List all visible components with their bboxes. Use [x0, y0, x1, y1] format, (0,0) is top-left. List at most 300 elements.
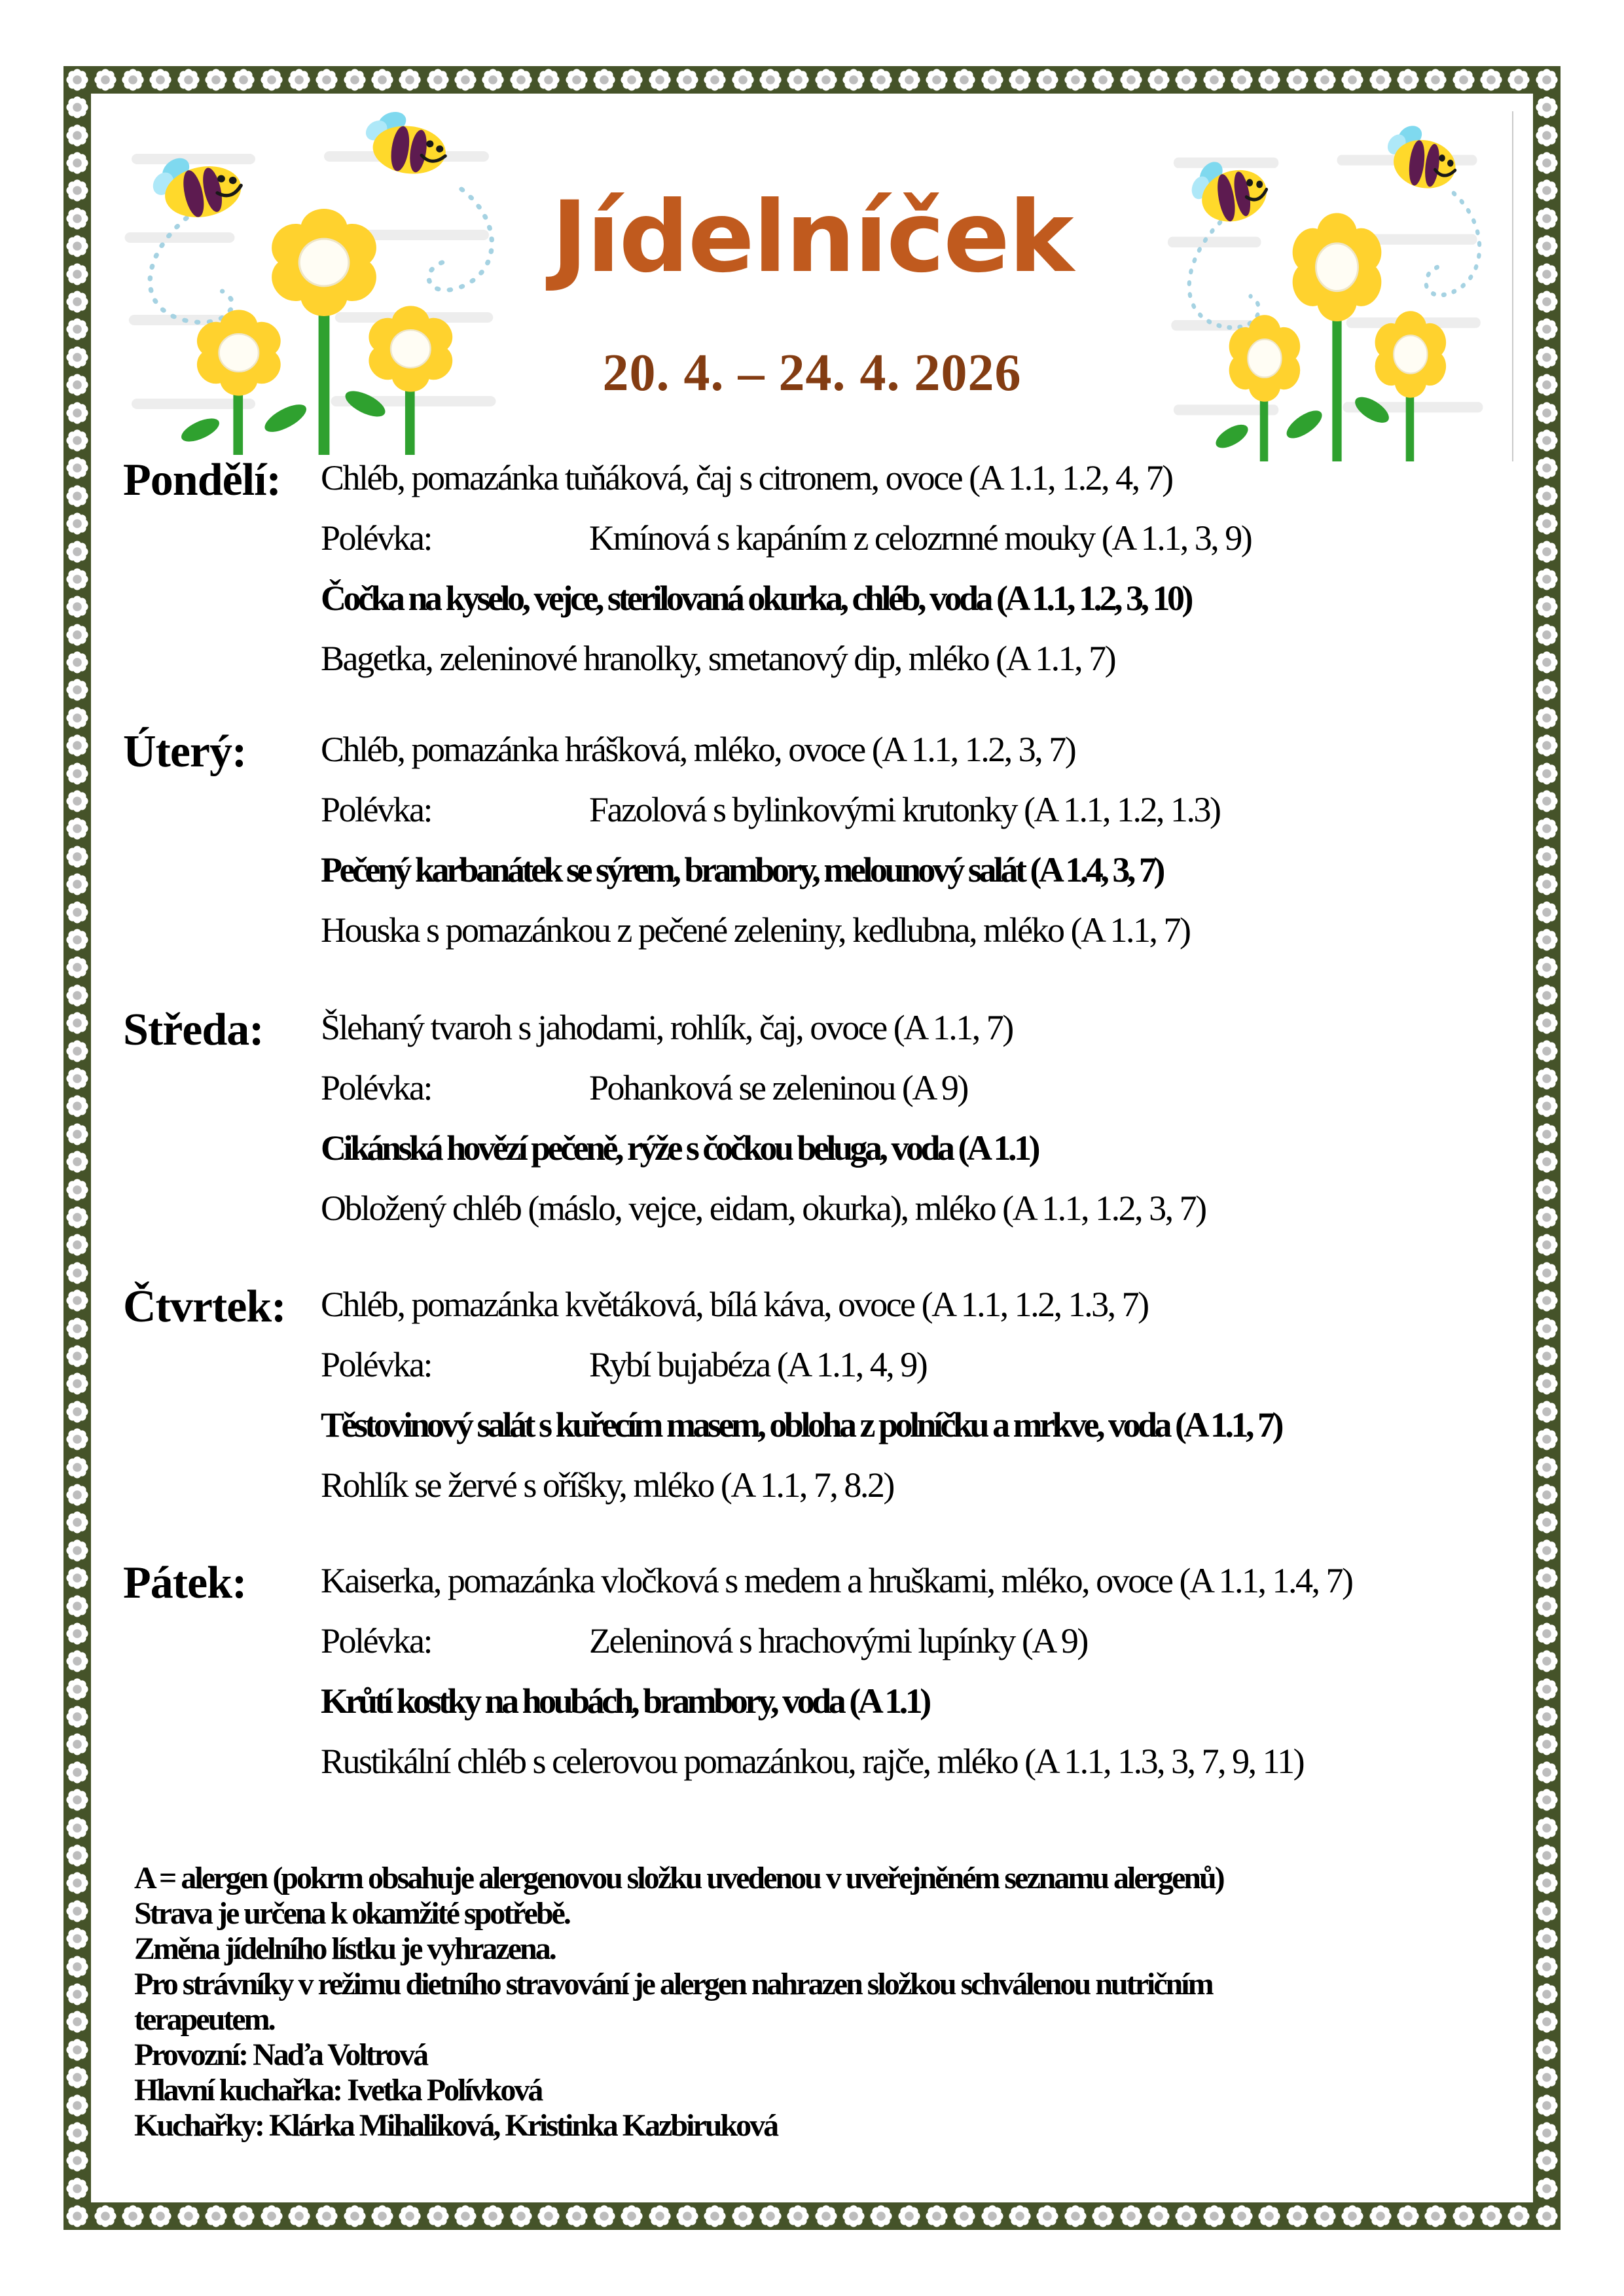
- border-flower-icon: [1536, 734, 1558, 757]
- border-flower-icon: [1536, 1095, 1558, 1117]
- day-block-monday: [321, 448, 1538, 689]
- border-flower-icon: [787, 2205, 809, 2227]
- border-flower-icon: [66, 1678, 88, 1700]
- soup-row: [321, 1611, 1538, 1671]
- border-flower-icon: [66, 762, 88, 785]
- border-flower-icon: [1536, 457, 1558, 479]
- border-flower-icon: [66, 1567, 88, 1589]
- border-flower-icon: [205, 69, 227, 91]
- lunch-row: Pečený karbanátek se sýrem, brambory, melounový salát (A 1.4, 3, 7): [321, 850, 1163, 889]
- border-flower-icon: [66, 596, 88, 618]
- border-flower-icon: [66, 1623, 88, 1645]
- border-flower-icon: [66, 96, 88, 118]
- border-flower-icon: [66, 2205, 88, 2227]
- soup-name: Zeleninová s hrachovými lupínky (A 9): [589, 1621, 1087, 1660]
- border-flower-icon: [1536, 624, 1558, 646]
- border-flower-icon: [1536, 901, 1558, 924]
- border-flower-icon: [66, 568, 88, 590]
- border-flower-icon: [1397, 69, 1419, 91]
- border-flower-icon: [1147, 69, 1170, 91]
- border-flower-icon: [1231, 69, 1253, 91]
- border-flower-icon: [1536, 1262, 1558, 1284]
- border-flower-icon: [66, 2066, 88, 2089]
- border-flower-icon: [66, 1706, 88, 1728]
- border-flower-icon: [1314, 2205, 1336, 2227]
- soup-name: Rybí bujabéza (A 1.1, 4, 9): [589, 1345, 927, 1384]
- border-flower-icon: [621, 2205, 643, 2227]
- border-flower-icon: [288, 69, 310, 91]
- border-flower-icon: [1536, 984, 1558, 1007]
- soup-label: Polévka:: [321, 1068, 431, 1107]
- border-flower-icon: [66, 1234, 88, 1256]
- border-flower-icon: [66, 679, 88, 701]
- border-flower-icon: [953, 69, 975, 91]
- border-flower-icon: [981, 2205, 1003, 2227]
- border-flower-icon: [704, 69, 726, 91]
- border-flower-icon: [261, 69, 283, 91]
- border-flower-icon: [1536, 1872, 1558, 1894]
- border-flower-icon: [1536, 1428, 1558, 1450]
- border-flower-icon: [66, 1761, 88, 1784]
- soup-name: Pohanková se zeleninou (A 9): [589, 1068, 967, 1107]
- border-flower-icon: [870, 2205, 892, 2227]
- border-flower-icon: [427, 69, 449, 91]
- border-flower-icon: [1536, 1900, 1558, 1922]
- soup-row: [321, 1335, 1538, 1395]
- operations-manager: Provozní: Naďa Voltrová: [134, 2037, 427, 2072]
- border-flower-icon: [66, 1539, 88, 1562]
- border-flower-icon: [66, 291, 88, 313]
- border-flower-icon: [566, 2205, 588, 2227]
- border-flower-icon: [649, 69, 671, 91]
- border-flower-icon: [66, 1345, 88, 1367]
- border-flower-icon: [1536, 1983, 1558, 2005]
- border-flower-icon: [371, 69, 393, 91]
- snack-row: Rohlík se žervé s oříšky, mléko (A 1.1, 7, 8.2): [321, 1465, 893, 1505]
- border-flower-icon: [66, 2178, 88, 2200]
- border-flower-icon: [815, 69, 837, 91]
- cooks: Kuchařky: Klárka Mihaliková, Kristinka Kazbiruková: [134, 2108, 778, 2143]
- border-flower-icon: [399, 69, 421, 91]
- day-label-tuesday: Úterý:: [123, 726, 247, 777]
- border-flower-icon: [66, 707, 88, 729]
- border-flower-icon: [870, 69, 892, 91]
- border-flower-icon: [66, 429, 88, 452]
- border-flower-icon: [1536, 1484, 1558, 1506]
- border-flower-icon: [66, 485, 88, 507]
- border-flower-icon: [94, 69, 117, 91]
- border-flower-icon: [66, 1650, 88, 1672]
- border-flower-icon: [66, 1179, 88, 1201]
- border-flower-icon: [1036, 69, 1058, 91]
- snack-row: Bagetka, zeleninové hranolky, smetanový dip, mléko (A 1.1, 7): [321, 639, 1115, 678]
- border-flower-icon: [537, 2205, 560, 2227]
- border-flower-icon: [1036, 2205, 1058, 2227]
- border-flower-icon: [177, 69, 200, 91]
- border-flower-icon: [1480, 2205, 1502, 2227]
- border-flower-icon: [66, 734, 88, 757]
- border-flower-icon: [66, 152, 88, 174]
- border-flower-icon: [593, 69, 615, 91]
- border-flower-icon: [66, 1817, 88, 1839]
- border-flower-icon: [898, 69, 920, 91]
- border-flower-icon: [1341, 2205, 1363, 2227]
- border-flower-icon: [593, 2205, 615, 2227]
- border-flower-icon: [1369, 2205, 1392, 2227]
- border-flower-icon: [1536, 318, 1558, 340]
- breakfast-row: Šlehaný tvaroh s jahodami, rohlík, čaj, ovoce (A 1.1, 7): [321, 1008, 1013, 1047]
- border-flower-icon: [66, 901, 88, 924]
- border-flower-icon: [1507, 69, 1530, 91]
- border-flower-icon: [1120, 69, 1142, 91]
- border-flower-icon: [427, 2205, 449, 2227]
- breakfast-row: Kaiserka, pomazánka vločková s medem a hruškami, mléko, ovoce (A 1.1, 1.4, 7): [321, 1561, 1352, 1600]
- border-flower-icon: [1536, 541, 1558, 563]
- border-flower-icon: [66, 1206, 88, 1229]
- border-flower-icon: [66, 1733, 88, 1755]
- border-flower-icon: [66, 318, 88, 340]
- border-flower-icon: [1536, 1067, 1558, 1090]
- lunch-row: Krůtí kostky na houbách, brambory, voda (A 1.1): [321, 1681, 929, 1721]
- border-flower-icon: [787, 69, 809, 91]
- border-flower-icon: [1536, 651, 1558, 673]
- border-flower-icon: [1314, 69, 1336, 91]
- border-flower-icon: [1536, 291, 1558, 313]
- border-flower-icon: [1536, 485, 1558, 507]
- border-flower-icon: [66, 1289, 88, 1312]
- border-flower-icon: [1536, 1179, 1558, 1201]
- footer-notes: [134, 1861, 1223, 2144]
- border-flower-icon: [510, 2205, 532, 2227]
- border-flower-icon: [842, 2205, 865, 2227]
- border-flower-icon: [1175, 69, 1197, 91]
- border-flower-icon: [66, 1456, 88, 1479]
- border-flower-icon: [1009, 2205, 1031, 2227]
- border-flower-icon: [1536, 1844, 1558, 1867]
- border-flower-icon: [1203, 69, 1225, 91]
- border-flower-icon: [1536, 1706, 1558, 1728]
- snack-row: Obložený chléb (máslo, vejce, eidam, okurka), mléko (A 1.1, 1.2, 3, 7): [321, 1189, 1206, 1228]
- border-flower-icon: [66, 1095, 88, 1117]
- border-flower-icon: [1536, 929, 1558, 951]
- border-flower-icon: [1536, 2094, 1558, 2117]
- border-flower-icon: [1536, 956, 1558, 978]
- border-flower-icon: [122, 2205, 144, 2227]
- border-flower-icon: [1536, 1289, 1558, 1312]
- border-flower-icon: [510, 69, 532, 91]
- soup-name: Fazolová s bylinkovými krutonky (A 1.1, 1.2, 1.3): [589, 790, 1220, 829]
- border-flower-icon: [1536, 69, 1558, 91]
- border-flower-icon: [1536, 1318, 1558, 1340]
- border-flower-icon: [66, 1151, 88, 1173]
- border-flower-icon: [704, 2205, 726, 2227]
- border-flower-icon: [1536, 679, 1558, 701]
- border-flower-icon: [66, 1484, 88, 1506]
- border-flower-icon: [1258, 69, 1280, 91]
- border-flower-icon: [1203, 2205, 1225, 2227]
- day-block-wednesday: [321, 997, 1538, 1238]
- border-flower-icon: [1536, 1567, 1558, 1589]
- border-flower-icon: [566, 69, 588, 91]
- border-flower-icon: [1536, 707, 1558, 729]
- border-flower-icon: [1453, 69, 1475, 91]
- border-flower-icon: [66, 512, 88, 535]
- day-block-thursday: [321, 1274, 1538, 1515]
- border-flower-icon: [842, 69, 865, 91]
- soup-name: Kmínová s kapáním z celozrnné mouky (A 1.1, 3, 9): [589, 518, 1252, 558]
- soup-row: [321, 780, 1538, 840]
- border-flower-icon: [66, 624, 88, 646]
- border-flower-icon: [1536, 1595, 1558, 1617]
- border-flower-icon: [261, 2205, 283, 2227]
- lunch-row: Těstovinový salát s kuřecím masem, obloha z polníčku a mrkve, voda (A 1.1, 7): [321, 1405, 1282, 1444]
- border-flower-icon: [1369, 69, 1392, 91]
- border-flower-icon: [1536, 1817, 1558, 1839]
- border-flower-icon: [1064, 2205, 1087, 2227]
- border-flower-icon: [1536, 2066, 1558, 2089]
- border-flower-icon: [759, 2205, 782, 2227]
- soup-row: [321, 508, 1538, 568]
- border-flower-icon: [1175, 2205, 1197, 2227]
- border-flower-icon: [1064, 69, 1087, 91]
- border-flower-icon: [344, 69, 366, 91]
- soup-label: Polévka:: [321, 1345, 431, 1384]
- border-flower-icon: [676, 2205, 698, 2227]
- consumption-note: Strava je určena k okamžité spotřebě.: [134, 1896, 569, 1931]
- border-flower-icon: [1120, 2205, 1142, 2227]
- lunch-row: Cikánská hovězí pečeně, rýže s čočkou beluga, voda (A 1.1): [321, 1128, 1038, 1168]
- border-flower-icon: [454, 69, 477, 91]
- border-flower-icon: [66, 1372, 88, 1395]
- border-flower-icon: [1453, 2205, 1475, 2227]
- border-flower-icon: [66, 402, 88, 424]
- border-flower-icon: [732, 69, 754, 91]
- border-flower-icon: [926, 69, 948, 91]
- border-flower-icon: [1231, 2205, 1253, 2227]
- border-flower-icon: [66, 2094, 88, 2117]
- border-flower-icon: [1147, 2205, 1170, 2227]
- border-flower-icon: [1536, 1345, 1558, 1367]
- border-flower-icon: [1536, 402, 1558, 424]
- border-flower-icon: [1009, 69, 1031, 91]
- border-flower-icon: [66, 817, 88, 840]
- border-flower-icon: [1536, 2149, 1558, 2172]
- border-flower-icon: [953, 2205, 975, 2227]
- border-flower-icon: [1536, 1623, 1558, 1645]
- border-flower-icon: [1397, 2205, 1419, 2227]
- day-label-monday: Pondělí:: [123, 455, 281, 505]
- border-flower-icon: [122, 69, 144, 91]
- border-flower-icon: [149, 2205, 171, 2227]
- soup-label: Polévka:: [321, 518, 431, 558]
- border-flower-icon: [66, 1123, 88, 1145]
- border-flower-icon: [482, 69, 504, 91]
- snack-row: Houska s pomazánkou z pečené zeleniny, kedlubna, mléko (A 1.1, 7): [321, 910, 1190, 950]
- border-flower-icon: [66, 846, 88, 868]
- border-flower-icon: [66, 1012, 88, 1034]
- border-flower-icon: [1507, 2205, 1530, 2227]
- border-flower-icon: [1092, 69, 1114, 91]
- border-flower-icon: [815, 2205, 837, 2227]
- border-flower-icon: [232, 69, 255, 91]
- border-flower-icon: [1536, 790, 1558, 812]
- border-flower-icon: [1536, 1206, 1558, 1229]
- border-flower-icon: [316, 69, 338, 91]
- day-label-thursday: Čtvrtek:: [123, 1282, 286, 1332]
- border-flower-icon: [621, 69, 643, 91]
- allergen-note: A = alergen (pokrm obsahuje alergenovou složku uvedenou v uveřejněném seznamu alergenů): [134, 1861, 1223, 1895]
- border-flower-icon: [1536, 1151, 1558, 1173]
- day-block-tuesday: [321, 719, 1538, 960]
- breakfast-row: Chléb, pomazánka hrášková, mléko, ovoce (A 1.1, 1.2, 3, 7): [321, 730, 1075, 769]
- border-flower-icon: [66, 69, 88, 91]
- border-flower-icon: [1536, 1650, 1558, 1672]
- border-flower-icon: [288, 2205, 310, 2227]
- border-flower-icon: [1536, 429, 1558, 452]
- border-flower-icon: [1536, 1372, 1558, 1395]
- border-flower-icon: [205, 2205, 227, 2227]
- border-flower-icon: [1424, 69, 1447, 91]
- border-flower-icon: [1536, 1040, 1558, 1062]
- border-flower-icon: [1536, 1539, 1558, 1562]
- border-flower-icon: [66, 1789, 88, 1811]
- border-flower-icon: [1258, 2205, 1280, 2227]
- border-flower-icon: [66, 1844, 88, 1867]
- border-flower-icon: [1536, 2011, 1558, 2033]
- border-flower-icon: [1536, 2122, 1558, 2144]
- border-flower-icon: [66, 1318, 88, 1340]
- border-flower-icon: [1536, 1956, 1558, 1978]
- diet-note-line-1: Pro strávníky v režimu dietního stravování je alergen nahrazen složkou schválenou nutričním: [134, 1967, 1212, 2001]
- border-flower-icon: [344, 2205, 366, 2227]
- border-flower-icon: [66, 790, 88, 812]
- border-flower-icon: [177, 2205, 200, 2227]
- border-flower-icon: [1536, 2178, 1558, 2200]
- border-flower-icon: [1536, 1012, 1558, 1034]
- border-flower-icon: [66, 1262, 88, 1284]
- border-flower-icon: [66, 651, 88, 673]
- border-flower-icon: [454, 2205, 477, 2227]
- border-flower-icon: [649, 2205, 671, 2227]
- diet-note-line-2: terapeutem.: [134, 2002, 274, 2037]
- border-flower-icon: [981, 69, 1003, 91]
- border-flower-icon: [66, 1067, 88, 1090]
- border-flower-icon: [676, 69, 698, 91]
- border-flower-icon: [1480, 69, 1502, 91]
- bee-icon: [357, 108, 452, 178]
- border-flower-icon: [1536, 96, 1558, 118]
- border-flower-icon: [1536, 873, 1558, 895]
- page-title: Jídelníček: [551, 181, 1073, 295]
- border-flower-icon: [66, 457, 88, 479]
- border-flower-icon: [66, 1872, 88, 1894]
- border-flower-icon: [66, 1956, 88, 1978]
- border-flower-icon: [1536, 1678, 1558, 1700]
- border-flower-icon: [1424, 2205, 1447, 2227]
- border-flower-icon: [66, 1983, 88, 2005]
- border-flower-icon: [66, 2039, 88, 2061]
- day-block-friday: [321, 1551, 1538, 1791]
- day-label-friday: Pátek:: [123, 1558, 247, 1608]
- border-flower-icon: [66, 1900, 88, 1922]
- border-flower-icon: [1536, 1761, 1558, 1784]
- breakfast-row: Chléb, pomazánka květáková, bílá káva, ovoce (A 1.1, 1.2, 1.3, 7): [321, 1285, 1148, 1324]
- border-flower-icon: [66, 2122, 88, 2144]
- border-flower-icon: [66, 124, 88, 147]
- border-flower-icon: [94, 2205, 117, 2227]
- border-flower-icon: [1536, 1123, 1558, 1145]
- day-label-wednesday: Středa:: [123, 1005, 264, 1055]
- border-flower-icon: [1536, 846, 1558, 868]
- border-flower-icon: [926, 2205, 948, 2227]
- border-flower-icon: [1536, 1511, 1558, 1534]
- border-flower-icon: [66, 541, 88, 563]
- border-flower-icon: [1536, 596, 1558, 618]
- border-flower-icon: [1536, 2039, 1558, 2061]
- border-flower-icon: [1536, 1456, 1558, 1479]
- border-flower-icon: [898, 2205, 920, 2227]
- snack-row: Rustikální chléb s celerovou pomazánkou, rajče, mléko (A 1.1, 1.3, 3, 7, 9, 11): [321, 1742, 1304, 1781]
- border-flower-icon: [66, 1040, 88, 1062]
- border-flower-icon: [1536, 817, 1558, 840]
- head-cook: Hlavní kuchařka: Ivetka Polívková: [134, 2073, 542, 2108]
- border-flower-icon: [66, 2149, 88, 2172]
- soup-label: Polévka:: [321, 790, 431, 829]
- border-flower-icon: [759, 69, 782, 91]
- border-flower-icon: [1536, 152, 1558, 174]
- border-flower-icon: [1341, 69, 1363, 91]
- border-flower-icon: [66, 1928, 88, 1950]
- border-flower-icon: [149, 69, 171, 91]
- border-flower-icon: [66, 1511, 88, 1534]
- lunch-row: Čočka na kyselo, vejce, sterilovaná okurka, chléb, voda (A 1.1, 1.2, 3, 10): [321, 579, 1191, 618]
- border-flower-icon: [399, 2205, 421, 2227]
- border-flower-icon: [1286, 69, 1308, 91]
- border-flower-icon: [537, 69, 560, 91]
- border-flower-icon: [1536, 124, 1558, 147]
- border-flower-icon: [1536, 568, 1558, 590]
- menu-change-note: Změna jídelního lístku je vyhrazena.: [134, 1931, 555, 1966]
- border-flower-icon: [1536, 2205, 1558, 2227]
- border-flower-icon: [1536, 1928, 1558, 1950]
- soup-label: Polévka:: [321, 1621, 431, 1660]
- border-flower-icon: [66, 1595, 88, 1617]
- border-flower-icon: [232, 2205, 255, 2227]
- border-flower-icon: [1536, 1789, 1558, 1811]
- border-flower-icon: [1536, 512, 1558, 535]
- border-flower-icon: [66, 1428, 88, 1450]
- border-flower-icon: [732, 2205, 754, 2227]
- border-flower-icon: [1536, 1733, 1558, 1755]
- border-flower-icon: [66, 929, 88, 951]
- date-range: 20. 4. – 24. 4. 2026: [602, 344, 1022, 402]
- border-flower-icon: [1536, 1401, 1558, 1423]
- border-flower-icon: [66, 2011, 88, 2033]
- border-flower-icon: [1536, 1234, 1558, 1256]
- soup-row: [321, 1058, 1538, 1118]
- border-flower-icon: [1286, 2205, 1308, 2227]
- breakfast-row: Chléb, pomazánka tuňáková, čaj s citronem, ovoce (A 1.1, 1.2, 4, 7): [321, 458, 1172, 497]
- border-flower-icon: [482, 2205, 504, 2227]
- border-flower-icon: [66, 1401, 88, 1423]
- border-flower-icon: [66, 956, 88, 978]
- border-flower-icon: [371, 2205, 393, 2227]
- border-flower-icon: [1092, 2205, 1114, 2227]
- border-flower-icon: [66, 873, 88, 895]
- border-flower-icon: [66, 984, 88, 1007]
- border-flower-icon: [1536, 762, 1558, 785]
- border-flower-icon: [316, 2205, 338, 2227]
